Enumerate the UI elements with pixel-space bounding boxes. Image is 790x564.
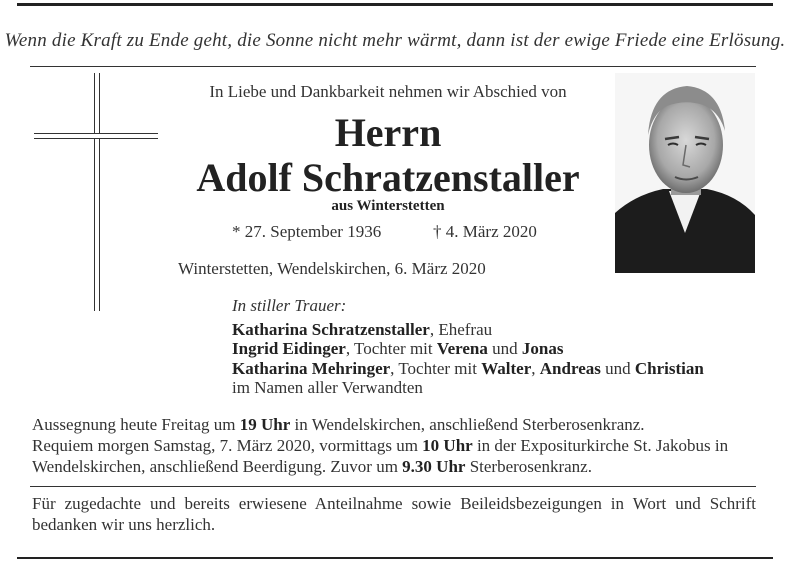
text-segment: und [487,339,522,358]
mourners-list [232,320,704,398]
deceased-name: Adolf Schratzenstaller [196,155,580,200]
salutation: Herrn [334,110,442,155]
emphasized-text: Katharina Mehringer [232,358,391,378]
mourner-line [232,339,704,359]
text-segment: , Tochter mit [345,339,437,358]
emphasized-text: Verena [436,339,488,358]
mourner-line [232,359,704,379]
emphasized-text: 10 Uhr [422,436,473,455]
cross-horizontal-bar [34,133,158,139]
origin: aus Winterstetten [331,198,445,214]
motto: Wenn die Kraft zu Ende geht, die Sonne nicht mehr wärmt, dann ist der ewige Friede eine Erlösung. [4,30,786,51]
mourners-block [232,296,704,398]
mourner-line [232,378,704,398]
text-segment: Sterberosenkranz. [465,457,592,476]
text-segment: Requiem morgen Samstag, 7. März 2020, vormittags um [32,436,423,455]
text-segment: Wendelskirchen, anschließend Beerdigung. Zuvor um [32,457,403,476]
text-segment: , Tochter mit [390,358,482,378]
emphasized-text: Christian [634,358,704,378]
divider-bottom [30,486,756,487]
text-segment: Aussegnung heute Freitag um [32,415,240,434]
mourner-line [232,320,704,340]
service-line [32,435,758,456]
service-line [32,414,758,435]
text-segment: im Namen aller Verwandten [232,378,423,397]
text-segment: in der Expositurkirche St. Jakobus in [472,436,729,455]
emphasized-text: 9.30 Uhr [402,457,466,476]
service-info [32,414,758,477]
bottom-border [17,557,773,559]
service-line [32,456,758,477]
portrait-photo [615,73,755,273]
cross-vertical-bar [94,73,100,311]
emphasized-text: Jonas [521,339,564,358]
text-segment: in Wendelskirchen, anschließend Sterberosenkranz. [290,415,645,434]
death-date: † 4. März 2020 [433,222,537,241]
top-border [17,3,773,6]
thanks-text: Für zugedachte und bereits erwiesene Anteilnahme sowie Beileidsbezeigungen in Wort und Schrift bedanken wir uns herzlich. [32,494,756,534]
intro-text: In Liebe und Dankbarkeit nehmen wir Abschied von [209,82,567,101]
emphasized-text: Katharina Schratzenstaller [232,319,430,339]
divider-top [30,66,756,67]
text-segment: und [600,358,635,378]
emphasized-text: 19 Uhr [239,415,291,434]
emphasized-text: Ingrid Eidinger [232,339,346,358]
place-and-date: Winterstetten, Wendelskirchen, 6. März 2020 [178,259,486,278]
birth-date: * 27. September 1936 [232,222,382,241]
mourners-label: In stiller Trauer: [232,296,347,315]
text-segment: , Ehefrau [429,319,493,339]
emphasized-text: Andreas [539,358,601,378]
text-segment: , [531,358,540,378]
emphasized-text: Walter [481,358,532,378]
